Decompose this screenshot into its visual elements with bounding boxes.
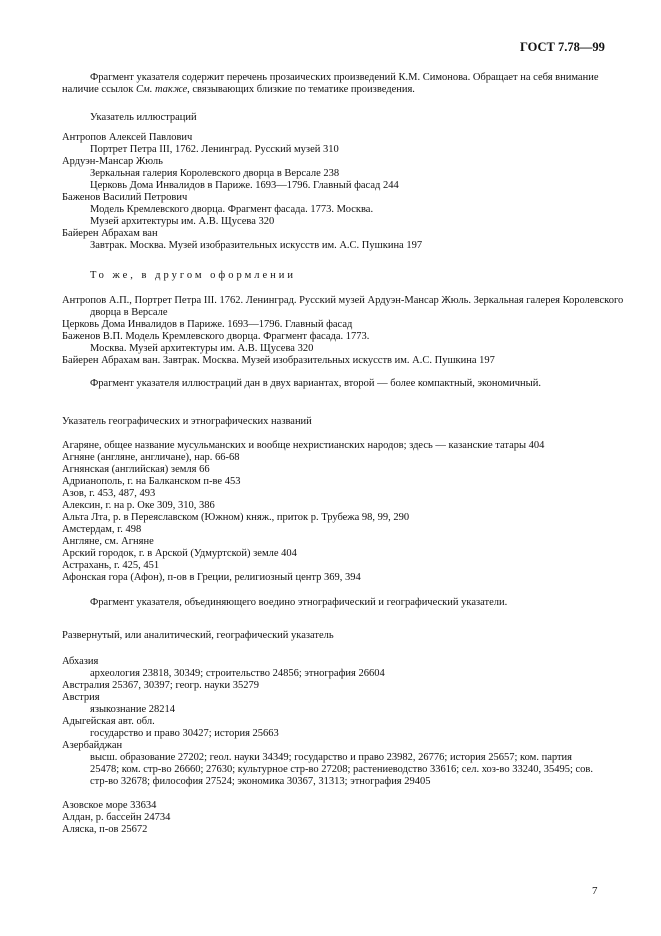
see-also-phrase: См. также [136,84,188,95]
illustrations-index-title: Указатель иллюстраций [90,112,197,123]
alt-entry: Байерен Абрахам ван. Завтрак. Москва. Музей изобразительных искусств им. А.С. Пушкина 197 [62,355,495,366]
analytical-subentry: языкознание 28214 [90,704,176,715]
index-subentry: Музей архитектуры им. А.В. Щусева 320 [90,216,275,227]
geo-entry: Англяне, см. Агняне [62,536,154,547]
geo-entry: Азов, г. 453, 487, 493 [62,488,156,499]
index-entry: Антропов Алексей Павлович [62,132,193,143]
analytical-entry: Азербайджан [62,740,123,751]
index-entry: Баженов Василий Петрович [62,192,188,203]
geo-entry: Агняне (англяне, англичане), нар. 66-68 [62,452,240,463]
intro-tail: , связывающих близкие по тематике произведения. [187,84,415,95]
analytical-entry: Австралия 25367, 30397; геогр. науки 35279 [62,680,259,691]
geo-entry: Астрахань, г. 425, 451 [62,560,160,571]
geo-index-title: Указатель географических и этнографических названий [62,416,312,427]
page-number: 7 [592,885,598,897]
analytical-entry: Алдан, р. бассейн 24734 [62,812,171,823]
index-subentry: Модель Кремлевского дворца. Фрагмент фасада. 1773. Москва. [90,204,374,215]
geo-entry: Агнянская (английская) земля 66 [62,464,210,475]
alt-entry: Церковь Дома Инвалидов в Париже. 1693—1796. Главный фасад [62,319,353,330]
geo-entry: Афонская гора (Афон), п-ов в Греции, религиозный центр 369, 394 [62,572,361,583]
analytical-subentry: высш. образование 27202; геол. науки 34349; государство и право 23982, 26776; история 25657; ком. партия 25478; ком. стр-во 26660; 27630; культурное стр-во 27208; растениеводство 33616; сел. хоз-во 33240, 35495; сов. стр-во 32678; философия 27524; экономика 30367, 31313; этнография 29405 [90,752,593,787]
analytical-subentry: археология 23818, 30349; строительство 24856; этнография 26604 [90,668,385,679]
analytical-entry: Азовское море 33634 [62,800,157,811]
index-subentry: Портрет Петра III, 1762. Ленинград. Русский музей 310 [90,144,339,155]
geo-entry: Альта Лта, р. в Переяславском (Южном) княж., приток р. Трубежа 98, 99, 290 [62,512,410,523]
analytical-entry: Австрия [62,692,100,703]
geo-entry: Адрианополь, г. на Балканском п-ве 453 [62,476,241,487]
illustrations-note: Фрагмент указателя иллюстраций дан в двух вариантах, второй — более компактный, экономичный. [90,378,541,389]
intro-text: Фрагмент указателя содержит перечень прозаических произведений К.М. Симонова. Обращает на себя внимание наличие ссылок [62,72,599,95]
index-entry: Байерен Абрахам ван [62,228,158,239]
alt-layout-title: То же, в другом оформлении [90,270,296,281]
alt-entry: Баженов В.П. Модель Кремлевского дворца. Фрагмент фасада. 1773. [62,331,370,342]
analytical-entry: Аляска, п-ов 25672 [62,824,148,835]
alt-entry: Москва. Музей архитектуры им. А.В. Щусева 320 [90,343,314,354]
document-header: ГОСТ 7.78—99 [520,40,605,54]
index-subentry: Зеркальная галерия Королевского дворца в Версале 238 [90,168,340,179]
geo-entry: Агаряне, общее название мусульманских и вообще нехристианских народов; здесь — казанские татары 404 [62,440,545,451]
alt-entry: Антропов А.П., Портрет Петра III. 1762. Ленинград. Русский музей Ардуэн-Мансар Жюль. Зеркальная галерея Королевского дворца в Версале [62,295,624,318]
analytical-index-title: Развернутый, или аналитический, географический указатель [62,630,334,641]
geo-entry: Алексин, г. на р. Оке 309, 310, 386 [62,500,215,511]
geo-entry: Арский городок, г. в Арской (Удмуртской) земле 404 [62,548,297,559]
index-subentry: Завтрак. Москва. Музей изобразительных искусств им. А.С. Пушкина 197 [90,240,423,251]
analytical-entry: Адыгейская авт. обл. [62,716,155,727]
intro-paragraph [62,72,602,96]
index-entry: Ардуэн-Мансар Жюль [62,156,163,167]
analytical-entry: Абхазия [62,656,99,667]
index-subentry: Церковь Дома Инвалидов в Париже. 1693—1796. Главный фасад 244 [90,180,399,191]
geo-entry: Амстердам, г. 498 [62,524,142,535]
geo-note: Фрагмент указателя, объединяющего воедино этнографический и географический указатели. [90,597,508,608]
analytical-subentry: государство и право 30427; история 25663 [90,728,279,739]
